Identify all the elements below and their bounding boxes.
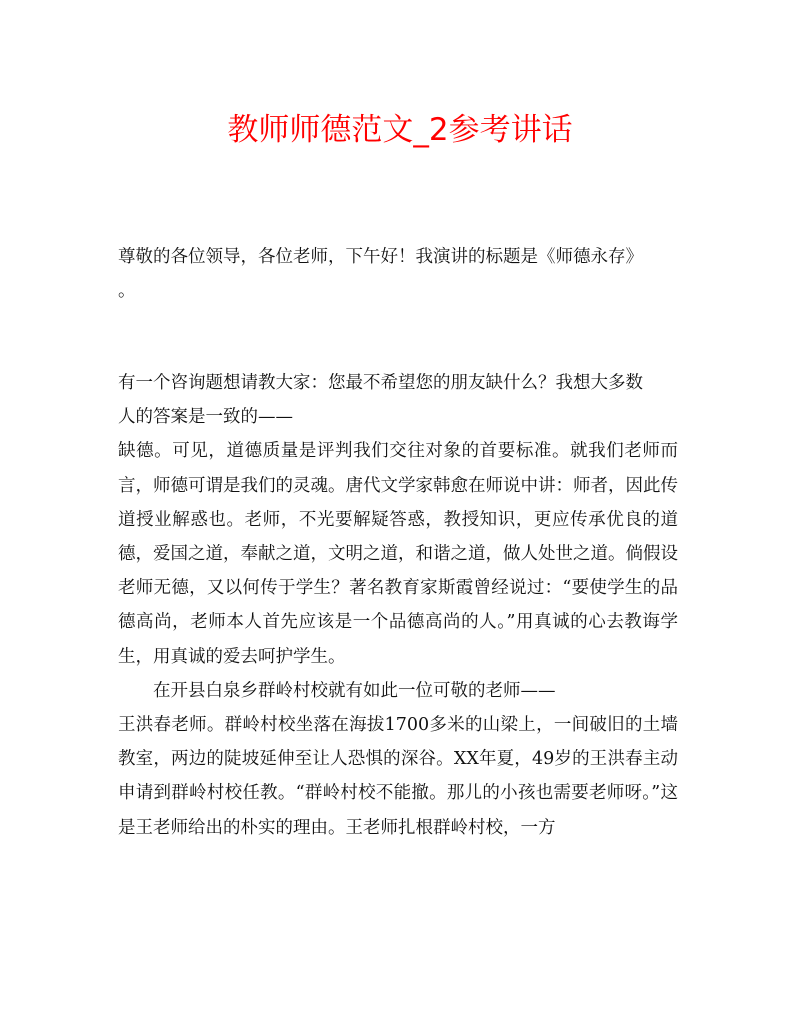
greeting-line: 尊敬的各位领导，各位老师，下午好！我演讲的标题是《师德永存》: [118, 247, 643, 267]
document-title: 教师师德范文_2参考讲话: [227, 112, 573, 148]
greeting-line-end: 。: [118, 281, 136, 302]
answer-line: 人的答案是一致的——: [118, 407, 293, 428]
teacher-story-paragraph: 王洪春老师。群岭村校坐落在海拔1700多米的山梁上，一间破旧的土墙教室，两边的陡坡延伸至让人恐惧的深谷。XX年夏，49岁的王洪春主动申请到群岭村校任教。“群岭村校不能撤。那儿的小孩也需要老师呀。”这是王老师给出的朴实的理由。王老师扎根群岭村校，一方: [118, 715, 678, 838]
example-intro-line: 在开县白泉乡群岭村校就有如此一位可敬的老师——: [153, 680, 556, 701]
question-line: 有一个咨询题想请教大家：您最不希望您的朋友缺什么？我想大多数: [118, 373, 643, 393]
ethics-paragraph: 缺德。可见，道德质量是评判我们交往对象的首要标准。就我们老师而言，师德可谓是我们的灵魂。唐代文学家韩愈在师说中讲：师者，因此传道授业解惑也。老师，不光要解疑答惑，教授知识，更应传承优良的道德，爱国之道，奉献之道，文明之道，和谐之道，做人处世之道。倘假设老师无德，又以何传于学生？著名教育家斯霞曾经说过：“要使学生的品德高尚，老师本人首先应该是一个品德高尚的人。”用真诚的心去教诲学生，用真诚的爱去呵护学生。: [118, 441, 678, 667]
greeting-paragraph: [118, 240, 678, 308]
main-body: [118, 366, 678, 845]
